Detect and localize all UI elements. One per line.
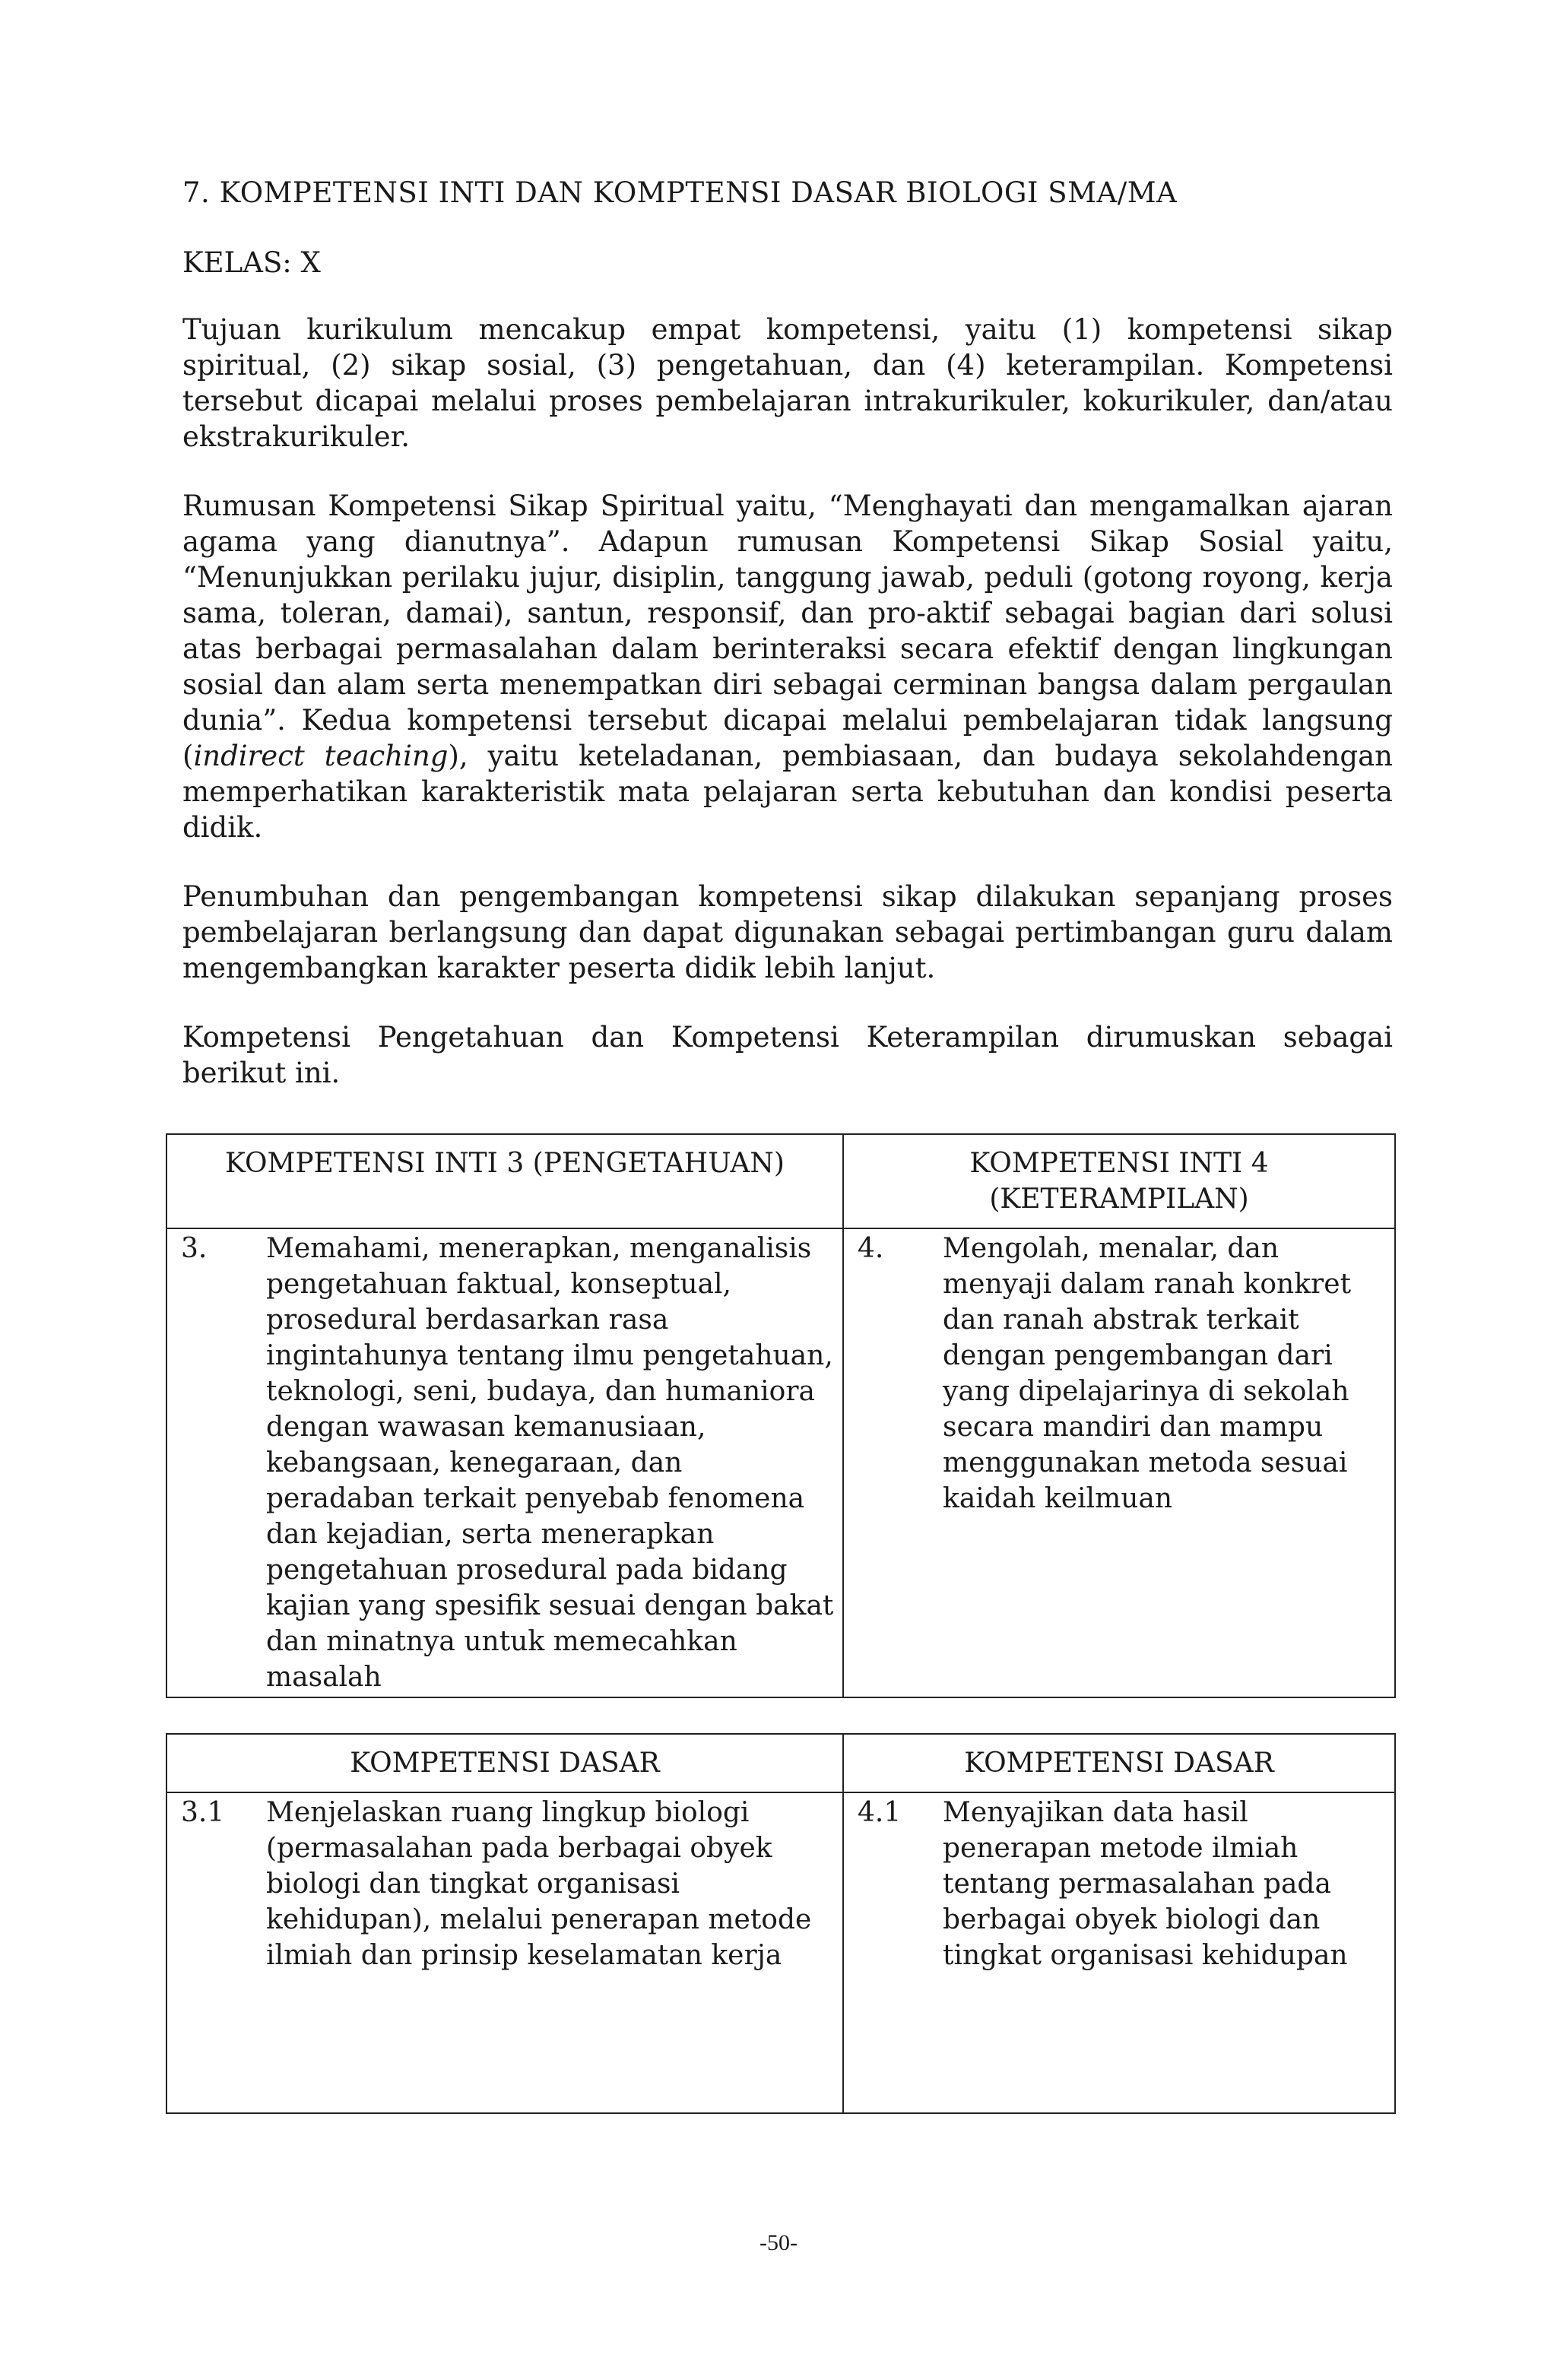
kd41-cell xyxy=(843,1792,1395,2113)
kd31-text: Menjelaskan ruang lingkup biologi (permasalahan pada berbagai obyek biologi dan tingkat organisasi kehidupan), melalui penerapan metode ilmiah dan prinsip keselamatan kerja xyxy=(266,1797,812,1971)
paragraph-attitude-competence xyxy=(182,488,1393,845)
core-competence-table xyxy=(166,1133,1396,1698)
kd31-number: 3.1 xyxy=(181,1797,225,1828)
ki4-text: Mengolah, menalar, dan menyaji dalam ranah konkret dan ranah abstrak terkait dengan pengembangan dari yang dipelajarinya di sekolah secara mandiri dan mampu menggunakan metoda sesuai kaidah keilmuan xyxy=(943,1233,1352,1514)
ki3-number: 3. xyxy=(181,1233,208,1264)
header-kd-left: KOMPETENSI DASAR xyxy=(166,1734,843,1792)
table-row xyxy=(166,1228,1395,1697)
paragraph-objectives: Tujuan kurikulum mencakup empat kompetensi, yaitu (1) kompetensi sikap spiritual, (2) sikap sosial, (3) pengetahuan, dan (4) keterampilan. Kompetensi tersebut dicapai melalui proses pembelajaran intrakurikuler, kokurikuler, dan/atau ekstrakurikuler. xyxy=(182,313,1393,453)
ki3-text: Memahami, menerapkan, menganalisis pengetahuan faktual, konseptual, prosedural berdasarkan rasa ingintahunya tentang ilmu pengetahuan, teknologi, seni, budaya, dan humaniora dengan wawasan kemanusiaan, kebangsaan, kenegaraan, dan peradaban terkait penyebab fenomena dan kejadian, serta menerapkan pengetahuan prosedural pada bidang kajian yang spesifik sesuai dengan bakat dan minatnya untuk memecahkan masalah xyxy=(266,1233,834,1693)
header-ki4-line2: (KETERAMPILAN) xyxy=(989,1184,1249,1215)
paragraph-intro-tables: Kompetensi Pengetahuan dan Kompetensi Keterampilan dirumuskan sebagai berikut ini. xyxy=(182,1021,1393,1089)
kd41-number: 4.1 xyxy=(858,1797,902,1828)
kd41-text: Menyajikan data hasil penerapan metode ilmiah tentang permasalahan pada berbagai obyek biologi dan tingkat organisasi kehidupan xyxy=(943,1797,1348,1971)
header-ki4 xyxy=(843,1134,1395,1228)
header-ki3: KOMPETENSI INTI 3 (PENGETAHUAN) xyxy=(166,1134,843,1228)
ki3-cell xyxy=(166,1228,843,1697)
kd31-cell xyxy=(166,1792,843,2113)
page-number: -50- xyxy=(759,2230,798,2255)
table-header-row xyxy=(166,1734,1395,1792)
section-heading: 7. KOMPETENSI INTI DAN KOMPTENSI DASAR BIOLOGI SMA/MA xyxy=(182,176,1178,209)
ki4-cell xyxy=(843,1228,1395,1697)
ki4-number: 4. xyxy=(858,1233,884,1264)
paragraph-text: ), yaitu keteladanan, pembiasaan, dan budaya sekolahdengan memperhatikan karakteristik mata pelajaran serta kebutuhan dan kondisi peserta didik. xyxy=(182,740,1394,844)
table-header-row xyxy=(166,1134,1395,1228)
header-ki4-line1: KOMPETENSI INTI 4 xyxy=(969,1148,1269,1179)
class-label: KELAS: X xyxy=(182,246,321,279)
paragraph-attitude-growth: Penumbuhan dan pengembangan kompetensi sikap dilakukan sepanjang proses pembelajaran berlangsung dan dapat digunakan sebagai pertimbangan guru dalam mengembangkan karakter peserta didik lebih lanjut. xyxy=(182,880,1393,984)
paragraph-text: Rumusan Kompetensi Sikap Spiritual yaitu, “Menghayati dan mengamalkan ajaran agama yang dianutnya”. Adapun rumusan Kompetensi Sikap Sosial yaitu, “Menunjukkan perilaku jujur, disiplin, tanggung jawab, peduli (gotong royong, kerja sama, toleran, damai), santun, responsif, dan pro-aktif sebagai bagian dari solusi atas berbagai permasalahan dalam berinteraksi secara efektif dengan lingkungan sosial dan alam serta menempatkan diri sebagai cerminan bangsa dalam pergaulan dunia”. Kedua kompetensi tersebut dicapai melalui pembelajaran tidak langsung ( xyxy=(182,490,1393,772)
italic-term: indirect teaching xyxy=(193,740,449,772)
basic-competence-table xyxy=(166,1733,1396,2114)
table-row xyxy=(166,1792,1395,2113)
header-kd-right: KOMPETENSI DASAR xyxy=(843,1734,1395,1792)
document-page xyxy=(182,175,1393,2114)
